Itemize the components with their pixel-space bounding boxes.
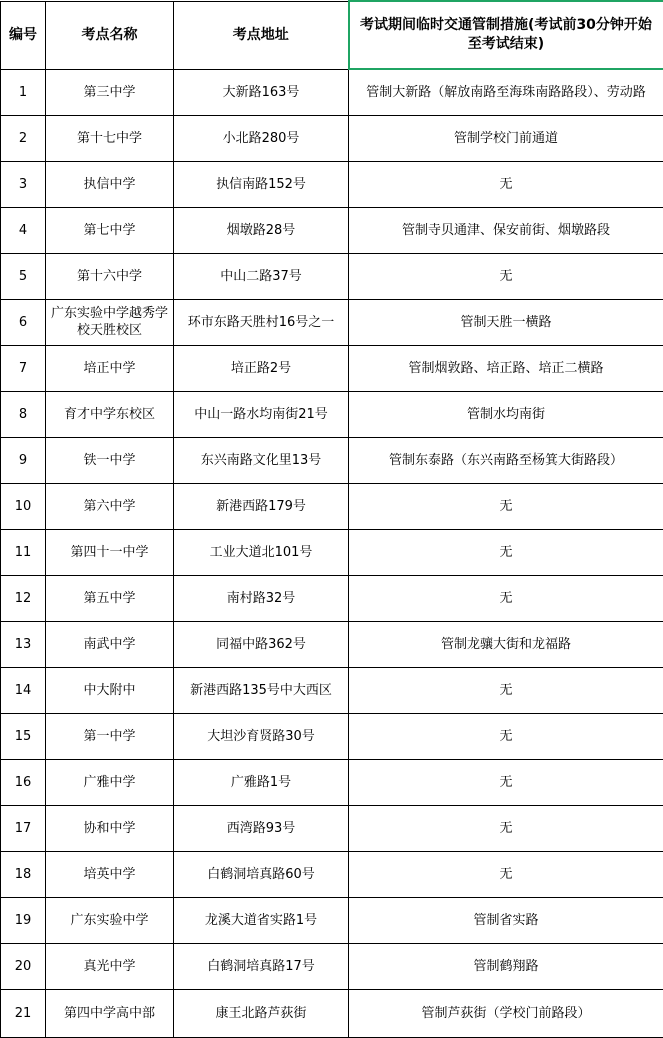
cell-no: 15 (1, 713, 46, 759)
cell-measures: 管制烟敦路、培正路、培正二横路 (349, 345, 663, 391)
cell-name: 中大附中 (46, 667, 174, 713)
table-row (1, 529, 663, 575)
cell-address: 东兴南路文化里13号 (174, 437, 349, 483)
cell-measures: 管制水均南街 (349, 391, 663, 437)
cell-address: 新港西路135号中大西区 (174, 667, 349, 713)
cell-name: 培正中学 (46, 345, 174, 391)
cell-name: 第五中学 (46, 575, 174, 621)
cell-name: 第十六中学 (46, 253, 174, 299)
cell-name: 第六中学 (46, 483, 174, 529)
table-row (1, 989, 663, 1037)
cell-name: 培英中学 (46, 851, 174, 897)
header-measures[interactable]: 考试期间临时交通管制措施(考试前30分钟开始至考试结束) (349, 1, 663, 69)
cell-name: 第四十一中学 (46, 529, 174, 575)
table-row (1, 621, 663, 667)
cell-measures: 无 (349, 253, 663, 299)
cell-measures: 无 (349, 529, 663, 575)
cell-no: 18 (1, 851, 46, 897)
cell-measures: 无 (349, 667, 663, 713)
header-name: 考点名称 (46, 1, 174, 69)
cell-address: 白鹤洞培真路17号 (174, 943, 349, 989)
cell-measures: 管制鹤翔路 (349, 943, 663, 989)
cell-name: 南武中学 (46, 621, 174, 667)
table-header-row (1, 1, 663, 69)
table-body (1, 69, 663, 1037)
cell-no: 4 (1, 207, 46, 253)
table-row (1, 943, 663, 989)
cell-name: 铁一中学 (46, 437, 174, 483)
cell-measures: 管制芦荻街（学校门前路段） (349, 989, 663, 1037)
cell-address: 小北路280号 (174, 115, 349, 161)
cell-no: 21 (1, 989, 46, 1037)
cell-no: 5 (1, 253, 46, 299)
cell-address: 新港西路179号 (174, 483, 349, 529)
cell-name: 第七中学 (46, 207, 174, 253)
table-row (1, 437, 663, 483)
cell-no: 7 (1, 345, 46, 391)
table-row (1, 207, 663, 253)
table-row (1, 851, 663, 897)
cell-address: 中山一路水均南街21号 (174, 391, 349, 437)
cell-no: 1 (1, 69, 46, 115)
cell-address: 执信南路152号 (174, 161, 349, 207)
cell-measures: 无 (349, 759, 663, 805)
cell-measures: 管制学校门前通道 (349, 115, 663, 161)
table-row (1, 575, 663, 621)
header-no: 编号 (1, 1, 46, 69)
cell-measures: 无 (349, 713, 663, 759)
table-row (1, 115, 663, 161)
cell-measures: 管制龙骧大街和龙福路 (349, 621, 663, 667)
cell-name: 第一中学 (46, 713, 174, 759)
cell-name: 执信中学 (46, 161, 174, 207)
cell-measures: 无 (349, 161, 663, 207)
cell-name: 协和中学 (46, 805, 174, 851)
table-row (1, 161, 663, 207)
cell-no: 3 (1, 161, 46, 207)
cell-no: 13 (1, 621, 46, 667)
cell-measures: 管制东泰路（东兴南路至杨箕大街路段） (349, 437, 663, 483)
cell-address: 南村路32号 (174, 575, 349, 621)
cell-no: 10 (1, 483, 46, 529)
cell-address: 龙溪大道省实路1号 (174, 897, 349, 943)
cell-name: 广东实验中学越秀学校天胜校区 (46, 299, 174, 345)
cell-name: 第十七中学 (46, 115, 174, 161)
cell-measures: 无 (349, 805, 663, 851)
table-row (1, 253, 663, 299)
table-row (1, 391, 663, 437)
cell-name: 广雅中学 (46, 759, 174, 805)
cell-measures: 无 (349, 851, 663, 897)
cell-no: 2 (1, 115, 46, 161)
table-row (1, 713, 663, 759)
cell-name: 真光中学 (46, 943, 174, 989)
table-row (1, 759, 663, 805)
table-row (1, 805, 663, 851)
cell-address: 烟墩路28号 (174, 207, 349, 253)
cell-measures: 无 (349, 575, 663, 621)
table-row (1, 897, 663, 943)
cell-address: 环市东路天胜村16号之一 (174, 299, 349, 345)
cell-no: 20 (1, 943, 46, 989)
cell-address: 中山二路37号 (174, 253, 349, 299)
cell-address: 同福中路362号 (174, 621, 349, 667)
cell-address: 大新路163号 (174, 69, 349, 115)
table-row (1, 345, 663, 391)
cell-no: 14 (1, 667, 46, 713)
cell-name: 第三中学 (46, 69, 174, 115)
cell-no: 8 (1, 391, 46, 437)
cell-no: 12 (1, 575, 46, 621)
cell-address: 康王北路芦荻街 (174, 989, 349, 1037)
cell-no: 17 (1, 805, 46, 851)
cell-name: 育才中学东校区 (46, 391, 174, 437)
table-row (1, 299, 663, 345)
cell-measures: 管制大新路（解放南路至海珠南路路段）、劳动路 (349, 69, 663, 115)
table-row (1, 483, 663, 529)
cell-no: 9 (1, 437, 46, 483)
cell-address: 工业大道北101号 (174, 529, 349, 575)
table-row (1, 69, 663, 115)
cell-address: 广雅路1号 (174, 759, 349, 805)
cell-no: 16 (1, 759, 46, 805)
cell-measures: 管制省实路 (349, 897, 663, 943)
cell-no: 6 (1, 299, 46, 345)
cell-address: 培正路2号 (174, 345, 349, 391)
table-row (1, 667, 663, 713)
cell-measures: 无 (349, 483, 663, 529)
cell-no: 11 (1, 529, 46, 575)
cell-address: 大坦沙育贤路30号 (174, 713, 349, 759)
header-address: 考点地址 (174, 1, 349, 69)
cell-address: 西湾路93号 (174, 805, 349, 851)
cell-name: 广东实验中学 (46, 897, 174, 943)
cell-address: 白鹤洞培真路60号 (174, 851, 349, 897)
cell-no: 19 (1, 897, 46, 943)
cell-name: 第四中学高中部 (46, 989, 174, 1037)
cell-measures: 管制寺贝通津、保安前街、烟墩路段 (349, 207, 663, 253)
cell-measures: 管制天胜一横路 (349, 299, 663, 345)
